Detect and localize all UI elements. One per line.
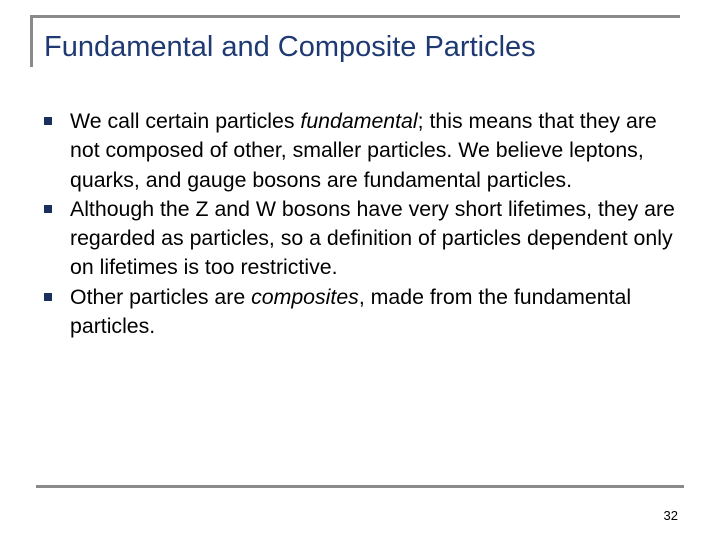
bullet-text xyxy=(70,109,657,192)
footer-rule xyxy=(36,485,684,488)
bullet-emphasis: composites xyxy=(251,284,359,309)
square-bullet-icon xyxy=(44,117,52,125)
bullet-text xyxy=(70,285,631,338)
title-left-rule xyxy=(30,15,33,67)
bullet-text-start: Other particles are xyxy=(70,284,252,309)
bullet-emphasis: fundamental xyxy=(300,109,418,133)
bullet-item-composites xyxy=(44,283,684,342)
bullet-item-z-w-bosons xyxy=(44,195,684,283)
bullet-item-fundamental xyxy=(44,107,684,195)
bullet-text xyxy=(70,197,675,280)
page-number: 32 xyxy=(663,508,678,523)
bullet-text-start: Although the Z and W bosons have very short lifetimes, they are regarded as particles, so a definition of particles dependent only on lifetimes is too restrictive. xyxy=(70,196,675,280)
title-top-rule xyxy=(30,15,680,18)
bullet-text-end: ; this means that they are not composed of other, smaller particles. We believe leptons, quarks, and gauge bosons are fundamental particles. xyxy=(70,109,657,192)
bullet-text-end: , made from the fundamental particles. xyxy=(70,284,632,339)
slide-title: Fundamental and Composite Particles xyxy=(44,31,536,63)
square-bullet-icon xyxy=(44,293,52,301)
bullet-list xyxy=(44,107,684,341)
square-bullet-icon xyxy=(44,205,52,213)
bullet-text-start: We call certain particles xyxy=(70,109,301,133)
